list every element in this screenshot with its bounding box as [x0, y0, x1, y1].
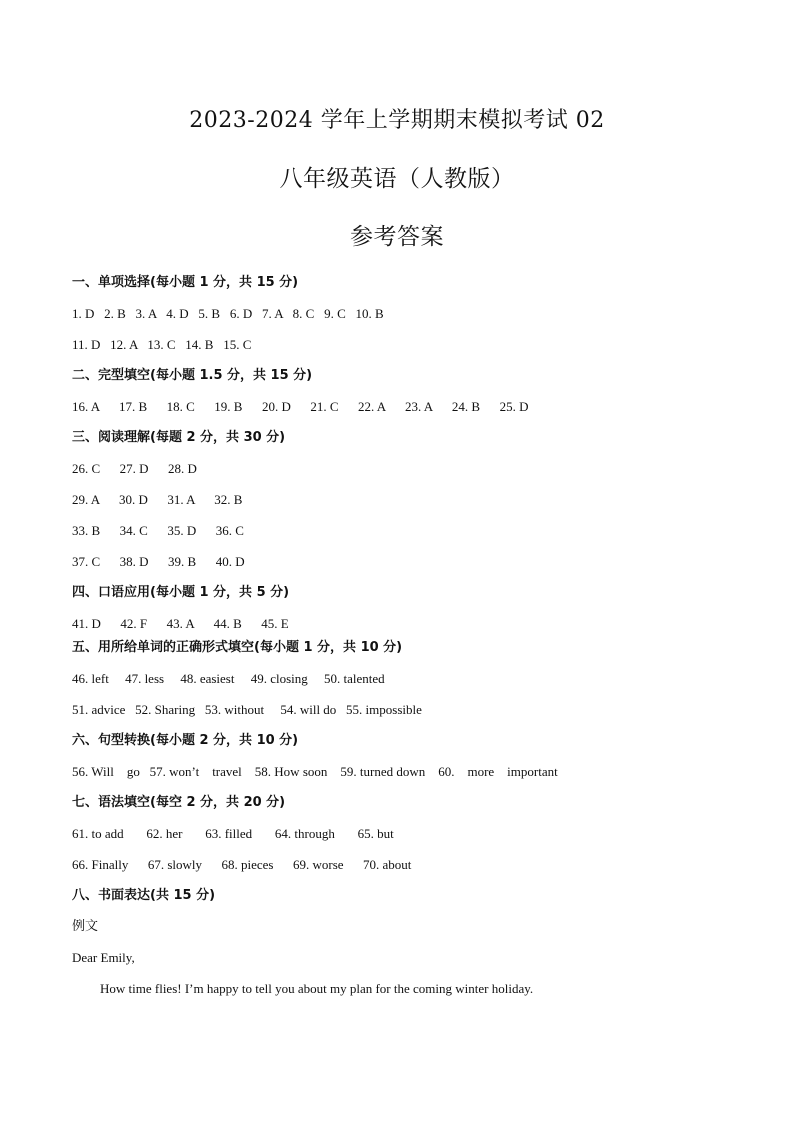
- essay-first-line: How time flies! I’m happy to tell you about my plan for the coming winter holiday.: [100, 981, 534, 996]
- answer-row: 29. A 30. D 31. A 32. B: [72, 492, 243, 507]
- section-heading: 三、阅读理解(每题 2 分，共 30 分): [72, 430, 286, 445]
- section-heading: 八、书面表达(共 15 分): [72, 888, 216, 903]
- answer-row: 37. C 38. D 39. B 40. D: [72, 554, 245, 569]
- answer-row: 16. A 17. B 18. C 19. B 20. D 21. C 22. A 23. A 24. B 25. D: [72, 399, 529, 414]
- answer-row: 46. left 47. less 48. easiest 49. closing 50. talented: [72, 671, 385, 686]
- answer-row: 33. B 34. C 35. D 36. C: [72, 523, 244, 538]
- answer-key-label: 参考答案: [350, 224, 444, 250]
- essay-salutation: Dear Emily,: [72, 950, 135, 965]
- answer-row: 1. D 2. B 3. A 4. D 5. B 6. D 7. A 8. C 9. C 10. B: [72, 306, 384, 321]
- section-heading: 六、句型转换(每小题 2 分，共 10 分): [72, 733, 299, 748]
- answer-row: 61. to add 62. her 63. filled 64. through 65. but: [72, 826, 394, 841]
- section-heading: 二、完型填空(每小题 1.5 分，共 15 分): [72, 368, 313, 383]
- answer-row: 11. D 12. A 13. C 14. B 15. C: [72, 337, 252, 352]
- exam-title: 2023-2024 学年上学期期末模拟考试 02: [189, 108, 605, 133]
- section-heading: 七、语法填空(每空 2 分，共 20 分): [72, 795, 286, 810]
- answer-row: 26. C 27. D 28. D: [72, 461, 197, 476]
- answer-row: 66. Finally 67. slowly 68. pieces 69. worse 70. about: [72, 857, 412, 872]
- exam-subtitle: 八年级英语（人教版）: [279, 166, 515, 192]
- answer-content: [72, 272, 732, 1009]
- answer-row: 56. Will go 57. won’t travel 58. How soon 59. turned down 60. more important: [72, 764, 558, 779]
- section-heading: 五、用所给单词的正确形式填空(每小题 1 分，共 10 分): [72, 640, 403, 655]
- answer-row: 41. D 42. F 43. A 44. B 45. E: [72, 616, 289, 631]
- answer-row: 51. advice 52. Sharing 53. without 54. will do 55. impossible: [72, 702, 422, 717]
- essay-label: 例文: [72, 919, 99, 934]
- section-heading: 四、口语应用(每小题 1 分，共 5 分): [72, 585, 290, 600]
- section-heading: 一、单项选择(每小题 1 分，共 15 分): [72, 275, 299, 290]
